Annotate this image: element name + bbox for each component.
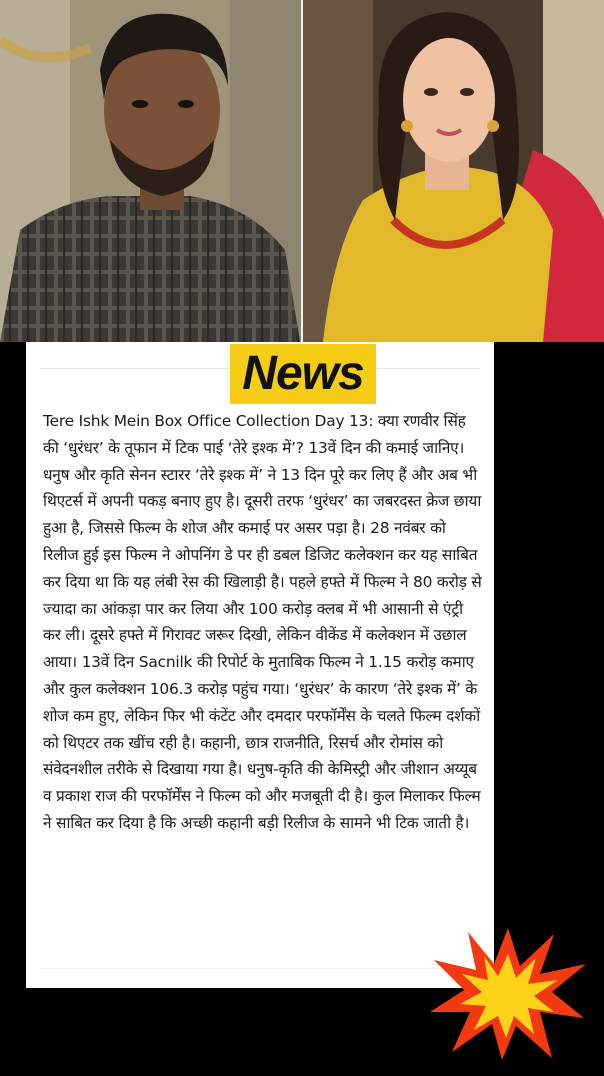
- card-bottom-rule: [40, 968, 480, 969]
- left-photo: [0, 0, 301, 342]
- article-body-text: Tere Ishk Mein Box Office Collection Day 13: क्या रणवीर सिंह की ‘धुरंधर’ के तूफान में टिक पाई ‘तेरे इश्क में’? 13वें दिन की कमाई जानिए। धनुष और कृति सेनन स्टारर ‘तेरे इश्क में’ ने 13 दिन पूरे कर लिए हैं और अब भी थिएटर्स में अपनी पकड़ बनाए हुए है। दूसरी तरफ ‘धुरंधर’ का जबरदस्त क्रेज छाया हुआ है, जिससे फिल्म के शोज और कमाई पर असर पड़ा है। 28 नवंबर को रिलीज हुई इस फिल्म ने ओपनिंग डे पर ही डबल डिजिट कलेक्शन कर यह साबित कर दिया था कि यह लंबी रेस की खिलाड़ी है। पहले हफ्ते में फिल्म ने 80 करोड़ से ज्यादा का आंकड़ा पार कर लिया और 100 करोड़ क्लब में भी आसानी से एंट्री कर ली। दूसरे हफ्ते में गिरावट जरूर दिखी, लेकिन वीकेंड में कलेक्शन में उछाल आया। 13वें दिन Sacnilk की रिपोर्ट के मुताबिक फिल्म ने 1.15 करोड़ कमाए और कुल कलेक्शन 106.3 करोड़ पहुंच गया। ‘धुरंधर’ के कारण ‘तेरे इश्क में’ के शोज कम हुए, लेकिन फिर भी कंटेंट और दमदार परफॉर्मेंस के चलते फिल्म दर्शकों को थिएटर तक खींच रही है। कहानी, छात्र राजनीति, रिसर्च और रोमांस को संवेदनशील तरीके से दिखाया गया है। धनुष-कृति की केमिस्ट्री और जीशान अय्यूब व प्रकाश राज की परफॉर्मेंस ने फिल्म को और मजबूती दी है। कुल मिलाकर फिल्म ने साबित कर दिया है कि अच्छी कहानी बड़ी रिलीज के सामने भी टिक जाती है।: [43, 412, 482, 832]
- article-card: [26, 342, 494, 988]
- man-in-checked-shirt-photo: [0, 0, 301, 342]
- right-photo: [303, 0, 604, 342]
- woman-in-yellow-lehenga-photo: [303, 0, 604, 342]
- news-badge: News: [230, 344, 376, 404]
- explosion-starburst-icon: [428, 926, 588, 1062]
- header-photo-strip: [0, 0, 604, 342]
